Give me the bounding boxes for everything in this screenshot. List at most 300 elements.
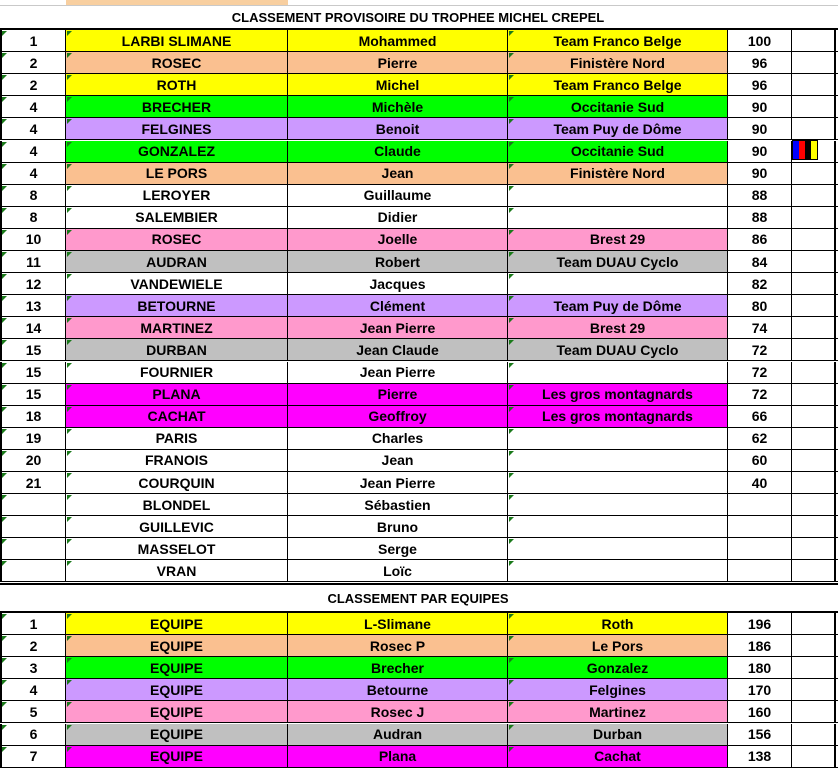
rider-row[interactable] [0, 406, 838, 428]
cell-marker [67, 142, 72, 147]
cell-rank[interactable]: 10 [0, 229, 66, 250]
cell-marker [2, 318, 7, 323]
cell-marker [67, 230, 72, 235]
cell-rank[interactable]: 2 [0, 635, 66, 656]
cell-team[interactable]: Team Franco Belge [508, 30, 728, 51]
team-row[interactable] [0, 657, 838, 679]
cell-extra[interactable] [792, 163, 836, 184]
cell-last[interactable]: PARIS [66, 428, 288, 449]
cell-extra[interactable] [792, 538, 836, 559]
rider-row[interactable] [0, 74, 838, 96]
cell-last[interactable]: GUILLEVIC [66, 516, 288, 537]
cell-rank[interactable]: 8 [0, 207, 66, 228]
cell-first[interactable]: Guillaume [288, 185, 508, 206]
cell-rank[interactable]: 2 [0, 74, 66, 95]
cell-rank[interactable]: 4 [0, 118, 66, 139]
cell-team[interactable]: Occitanie Sud [508, 96, 728, 117]
cell-rank[interactable]: 21 [0, 472, 66, 493]
rider-row[interactable] [0, 516, 838, 538]
cell-points[interactable]: 72 [728, 384, 792, 405]
cell-points[interactable]: 72 [728, 339, 792, 360]
cell-marker [509, 561, 514, 566]
cell-marker [67, 318, 72, 323]
rider-row[interactable] [0, 295, 838, 317]
cell-marker [67, 75, 72, 80]
cell-first[interactable]: Jean [288, 450, 508, 471]
cell-marker [67, 407, 72, 412]
cell-team[interactable]: Les gros montagnards [508, 406, 728, 427]
cell-team[interactable] [508, 428, 728, 449]
cell-label[interactable]: EQUIPE [66, 724, 288, 745]
cell-points[interactable]: 180 [728, 657, 792, 678]
cell-points[interactable] [728, 560, 792, 581]
cell-rank[interactable]: 2 [0, 52, 66, 73]
cell-extra[interactable] [792, 118, 836, 139]
cell-marker [67, 429, 72, 434]
cell-marker [2, 725, 7, 730]
cell-extra[interactable] [792, 96, 836, 117]
cell-first[interactable]: Mohammed [288, 30, 508, 51]
rider-row[interactable] [0, 339, 838, 361]
cell-extra[interactable] [792, 74, 836, 95]
rider-row[interactable] [0, 428, 838, 450]
cell-label[interactable]: EQUIPE [66, 679, 288, 700]
cell-team[interactable]: Team Franco Belge [508, 74, 728, 95]
cell-marker [509, 318, 514, 323]
cell-member1[interactable]: Plana [288, 746, 508, 767]
cell-marker [67, 725, 72, 730]
cell-marker [67, 119, 72, 124]
cell-marker [2, 142, 7, 147]
cell-rank[interactable]: 1 [0, 30, 66, 51]
cell-team[interactable]: Occitanie Sud [508, 141, 728, 162]
cell-rank[interactable]: 4 [0, 96, 66, 117]
cell-team[interactable]: Brest 29 [508, 317, 728, 338]
cell-rank[interactable]: 12 [0, 273, 66, 294]
rider-row[interactable] [0, 207, 838, 229]
cell-rank[interactable]: 4 [0, 679, 66, 700]
cell-member1[interactable]: Audran [288, 724, 508, 745]
cell-first[interactable]: Serge [288, 538, 508, 559]
cell-rank[interactable] [0, 538, 66, 559]
cell-marker [509, 517, 514, 522]
cell-marker [509, 31, 514, 36]
cell-rank[interactable]: 19 [0, 428, 66, 449]
cell-last[interactable]: MASSELOT [66, 538, 288, 559]
cell-first[interactable]: Claude [288, 141, 508, 162]
cell-points[interactable]: 66 [728, 406, 792, 427]
cell-marker [509, 208, 514, 213]
cell-rank[interactable]: 7 [0, 746, 66, 767]
cell-marker [2, 680, 7, 685]
cell-marker [2, 75, 7, 80]
cell-label[interactable]: EQUIPE [66, 635, 288, 656]
cell-rank[interactable]: 14 [0, 317, 66, 338]
cell-extra[interactable] [792, 251, 836, 272]
cell-last[interactable]: VANDEWIELE [66, 273, 288, 294]
rider-row[interactable] [0, 472, 838, 494]
cell-points[interactable]: 88 [728, 185, 792, 206]
cell-last[interactable]: FELGINES [66, 118, 288, 139]
cell-extra[interactable] [792, 657, 836, 678]
flag-icon [792, 140, 818, 160]
rider-row[interactable] [0, 450, 838, 472]
cell-marker [67, 186, 72, 191]
cell-member2[interactable]: Le Pors [508, 635, 728, 656]
cell-marker [509, 429, 514, 434]
cell-team[interactable] [508, 538, 728, 559]
cell-last[interactable]: LE PORS [66, 163, 288, 184]
cell-rank[interactable]: 1 [0, 613, 66, 634]
cell-points[interactable]: 186 [728, 635, 792, 656]
cell-points[interactable]: 96 [728, 52, 792, 73]
cell-marker [2, 340, 7, 345]
cell-extra[interactable] [792, 229, 836, 250]
cell-first[interactable]: Jean Claude [288, 339, 508, 360]
cell-marker [509, 230, 514, 235]
cell-marker [67, 296, 72, 301]
cell-extra[interactable] [792, 472, 836, 493]
cell-rank[interactable]: 5 [0, 701, 66, 722]
cell-points[interactable]: 80 [728, 295, 792, 316]
cell-member1[interactable]: Betourne [288, 679, 508, 700]
cell-points[interactable]: 84 [728, 251, 792, 272]
cell-marker [509, 97, 514, 102]
cell-marker [67, 658, 72, 663]
cell-extra[interactable] [792, 724, 836, 745]
cell-last[interactable]: BRECHER [66, 96, 288, 117]
cell-marker [2, 407, 7, 412]
cell-marker [67, 208, 72, 213]
cell-extra[interactable] [792, 185, 836, 206]
cell-points[interactable]: 86 [728, 229, 792, 250]
rider-row[interactable] [0, 317, 838, 339]
cell-team[interactable] [508, 185, 728, 206]
cell-rank[interactable] [0, 494, 66, 515]
cell-marker [2, 539, 7, 544]
cell-points[interactable]: 196 [728, 613, 792, 634]
cell-label[interactable]: EQUIPE [66, 746, 288, 767]
cell-marker [2, 164, 7, 169]
cell-first[interactable]: Clément [288, 295, 508, 316]
cell-first[interactable]: Charles [288, 428, 508, 449]
cell-points[interactable]: 96 [728, 74, 792, 95]
cell-extra[interactable] [792, 406, 836, 427]
cell-team[interactable] [508, 516, 728, 537]
cell-points[interactable]: 138 [728, 746, 792, 767]
cell-member1[interactable]: Rosec J [288, 701, 508, 722]
cell-team[interactable]: Les gros montagnards [508, 384, 728, 405]
cell-member1[interactable]: Brecher [288, 657, 508, 678]
cell-marker [2, 658, 7, 663]
team-row[interactable] [0, 746, 838, 768]
cell-marker [509, 363, 514, 368]
cell-rank[interactable]: 11 [0, 251, 66, 272]
cell-marker [67, 539, 72, 544]
cell-last[interactable]: AUDRAN [66, 251, 288, 272]
cell-marker [2, 186, 7, 191]
cell-points[interactable]: 90 [728, 96, 792, 117]
cell-first[interactable]: Pierre [288, 384, 508, 405]
cell-first[interactable]: Didier [288, 207, 508, 228]
cell-member2[interactable]: Felgines [508, 679, 728, 700]
cell-extra[interactable] [792, 295, 836, 316]
cell-marker [2, 451, 7, 456]
cell-points[interactable]: 62 [728, 428, 792, 449]
cell-points[interactable]: 90 [728, 118, 792, 139]
cell-first[interactable]: Jean Pierre [288, 362, 508, 383]
cell-marker [509, 252, 514, 257]
cell-marker [509, 296, 514, 301]
cell-first[interactable]: Pierre [288, 52, 508, 73]
rider-row[interactable] [0, 52, 838, 74]
cell-marker [67, 747, 72, 752]
cell-extra[interactable] [792, 317, 836, 338]
cell-marker [2, 747, 7, 752]
team-row[interactable] [0, 613, 838, 635]
cell-team[interactable] [508, 472, 728, 493]
cell-extra[interactable] [792, 384, 836, 405]
cell-extra[interactable] [792, 679, 836, 700]
cell-team[interactable] [508, 450, 728, 471]
cell-first[interactable]: Benoit [288, 118, 508, 139]
cell-marker [509, 614, 514, 619]
cell-points[interactable]: 160 [728, 701, 792, 722]
cell-points[interactable] [728, 516, 792, 537]
cell-marker [509, 473, 514, 478]
cell-extra[interactable] [792, 428, 836, 449]
cell-marker [509, 451, 514, 456]
cell-marker [2, 97, 7, 102]
cell-team[interactable] [508, 494, 728, 515]
rider-row[interactable] [0, 538, 838, 560]
cell-points[interactable]: 88 [728, 207, 792, 228]
cell-first[interactable]: Geoffroy [288, 406, 508, 427]
cell-team[interactable]: Brest 29 [508, 229, 728, 250]
cell-last[interactable]: COURQUIN [66, 472, 288, 493]
rider-row[interactable] [0, 141, 838, 163]
cell-last[interactable]: FRANOIS [66, 450, 288, 471]
cell-last[interactable]: ROTH [66, 74, 288, 95]
cell-last[interactable]: MARTINEZ [66, 317, 288, 338]
cell-extra[interactable] [792, 52, 836, 73]
rider-row[interactable] [0, 118, 838, 140]
cell-team[interactable]: Team DUAU Cyclo [508, 251, 728, 272]
rider-row[interactable] [0, 273, 838, 295]
cell-first[interactable]: Loïc [288, 560, 508, 581]
cell-rank[interactable] [0, 516, 66, 537]
cell-team[interactable]: Finistère Nord [508, 163, 728, 184]
cell-rank[interactable] [0, 560, 66, 581]
cell-extra[interactable] [792, 701, 836, 722]
team-ranking-title: CLASSEMENT PAR EQUIPES [327, 590, 509, 606]
cell-marker [67, 680, 72, 685]
cell-team[interactable] [508, 207, 728, 228]
cell-rank[interactable]: 18 [0, 406, 66, 427]
cell-points[interactable]: 170 [728, 679, 792, 700]
cell-marker [509, 142, 514, 147]
cell-extra[interactable] [792, 746, 836, 767]
cell-member2[interactable]: Durban [508, 724, 728, 745]
cell-marker [509, 274, 514, 279]
cell-points[interactable]: 100 [728, 30, 792, 51]
cell-marker [509, 539, 514, 544]
cell-last[interactable]: SALEMBIER [66, 207, 288, 228]
cell-extra[interactable] [792, 516, 836, 537]
cell-marker [67, 614, 72, 619]
cell-member2[interactable]: Martinez [508, 701, 728, 722]
cell-rank[interactable]: 15 [0, 384, 66, 405]
cell-member2[interactable]: Roth [508, 613, 728, 634]
cell-marker [2, 119, 7, 124]
cell-marker [67, 164, 72, 169]
cell-rank[interactable]: 13 [0, 295, 66, 316]
cell-first[interactable]: Jean Pierre [288, 317, 508, 338]
team-row[interactable] [0, 679, 838, 701]
cell-rank[interactable]: 15 [0, 362, 66, 383]
cell-marker [67, 363, 72, 368]
cell-marker [67, 495, 72, 500]
cell-marker [2, 53, 7, 58]
cell-extra[interactable] [792, 273, 836, 294]
cell-team[interactable] [508, 362, 728, 383]
cell-marker [509, 164, 514, 169]
cell-member1[interactable]: L-Slimane [288, 613, 508, 634]
cell-marker [67, 274, 72, 279]
cell-extra[interactable] [792, 560, 836, 581]
cell-extra[interactable] [792, 450, 836, 471]
rider-row[interactable] [0, 96, 838, 118]
cell-marker [2, 614, 7, 619]
cell-last[interactable]: VRAN [66, 560, 288, 581]
cell-points[interactable]: 156 [728, 724, 792, 745]
cell-marker [2, 702, 7, 707]
cell-marker [509, 495, 514, 500]
cell-extra[interactable] [792, 207, 836, 228]
cell-first[interactable]: Jean [288, 163, 508, 184]
cell-rank[interactable]: 4 [0, 141, 66, 162]
cell-rank[interactable]: 4 [0, 163, 66, 184]
cell-last[interactable]: PLANA [66, 384, 288, 405]
cell-marker [2, 473, 7, 478]
cell-extra[interactable] [792, 339, 836, 360]
cell-extra[interactable] [792, 30, 836, 51]
rider-row[interactable] [0, 494, 838, 516]
cell-first[interactable]: Jean Pierre [288, 472, 508, 493]
cell-last[interactable]: FOURNIER [66, 362, 288, 383]
cell-team[interactable]: Team Puy de Dôme [508, 295, 728, 316]
rider-row[interactable] [0, 30, 838, 52]
cell-marker [509, 186, 514, 191]
cell-marker [509, 340, 514, 345]
cell-marker [509, 119, 514, 124]
cell-marker [67, 385, 72, 390]
team-row[interactable] [0, 701, 838, 723]
cell-label[interactable]: EQUIPE [66, 657, 288, 678]
cell-label[interactable]: EQUIPE [66, 701, 288, 722]
cell-member1[interactable]: Rosec P [288, 635, 508, 656]
rider-row[interactable] [0, 384, 838, 406]
cell-rank[interactable]: 3 [0, 657, 66, 678]
cell-last[interactable]: BLONDEL [66, 494, 288, 515]
cell-member2[interactable]: Gonzalez [508, 657, 728, 678]
cell-points[interactable]: 82 [728, 273, 792, 294]
cell-rank[interactable]: 6 [0, 724, 66, 745]
rider-row[interactable] [0, 163, 838, 185]
cell-marker [2, 274, 7, 279]
cell-last[interactable]: ROSEC [66, 229, 288, 250]
cell-first[interactable]: Michèle [288, 96, 508, 117]
rider-row[interactable] [0, 185, 838, 207]
cell-rank[interactable]: 8 [0, 185, 66, 206]
cell-points[interactable]: 60 [728, 450, 792, 471]
cell-team[interactable]: Team Puy de Dôme [508, 118, 728, 139]
cell-last[interactable]: BETOURNE [66, 295, 288, 316]
cell-marker [67, 252, 72, 257]
cell-marker [2, 208, 7, 213]
cell-first[interactable]: Robert [288, 251, 508, 272]
cell-marker [509, 407, 514, 412]
cell-rank[interactable]: 20 [0, 450, 66, 471]
cell-last[interactable]: DURBAN [66, 339, 288, 360]
cell-first[interactable]: Sébastien [288, 494, 508, 515]
cell-team[interactable] [508, 560, 728, 581]
cell-marker [2, 363, 7, 368]
cell-points[interactable]: 40 [728, 472, 792, 493]
cell-first[interactable]: Bruno [288, 516, 508, 537]
cell-marker [67, 561, 72, 566]
cell-marker [2, 429, 7, 434]
cell-label[interactable]: EQUIPE [66, 613, 288, 634]
cell-last[interactable]: ROSEC [66, 52, 288, 73]
cell-last[interactable]: LARBI SLIMANE [66, 30, 288, 51]
cell-points[interactable] [728, 538, 792, 559]
cell-last[interactable]: GONZALEZ [66, 141, 288, 162]
team-row[interactable] [0, 724, 838, 746]
cell-rank[interactable]: 15 [0, 339, 66, 360]
cell-points[interactable] [728, 494, 792, 515]
cell-marker [67, 636, 72, 641]
cell-first[interactable]: Joelle [288, 229, 508, 250]
cell-member2[interactable]: Cachat [508, 746, 728, 767]
cell-marker [509, 636, 514, 641]
cell-extra[interactable] [792, 362, 836, 383]
team-row[interactable] [0, 635, 838, 657]
cell-team[interactable]: Team DUAU Cyclo [508, 339, 728, 360]
cell-marker [2, 252, 7, 257]
cell-first[interactable]: Michel [288, 74, 508, 95]
cell-extra[interactable] [792, 494, 836, 515]
rider-row[interactable] [0, 229, 838, 251]
cell-points[interactable]: 90 [728, 141, 792, 162]
rider-row[interactable] [0, 251, 838, 273]
cell-last[interactable]: LEROYER [66, 185, 288, 206]
cell-extra[interactable] [792, 635, 836, 656]
rider-row[interactable] [0, 560, 838, 582]
cell-marker [509, 385, 514, 390]
cell-team[interactable]: Finistère Nord [508, 52, 728, 73]
cell-extra[interactable] [792, 613, 836, 634]
cell-marker [67, 451, 72, 456]
cell-points[interactable]: 74 [728, 317, 792, 338]
cell-team[interactable] [508, 273, 728, 294]
cell-first[interactable]: Jacques [288, 273, 508, 294]
cell-points[interactable]: 90 [728, 163, 792, 184]
ranking-title: CLASSEMENT PROVISOIRE DU TROPHEE MICHEL CREPEL [231, 9, 605, 25]
cell-points[interactable]: 72 [728, 362, 792, 383]
cell-last[interactable]: CACHAT [66, 406, 288, 427]
rider-row[interactable] [0, 362, 838, 384]
